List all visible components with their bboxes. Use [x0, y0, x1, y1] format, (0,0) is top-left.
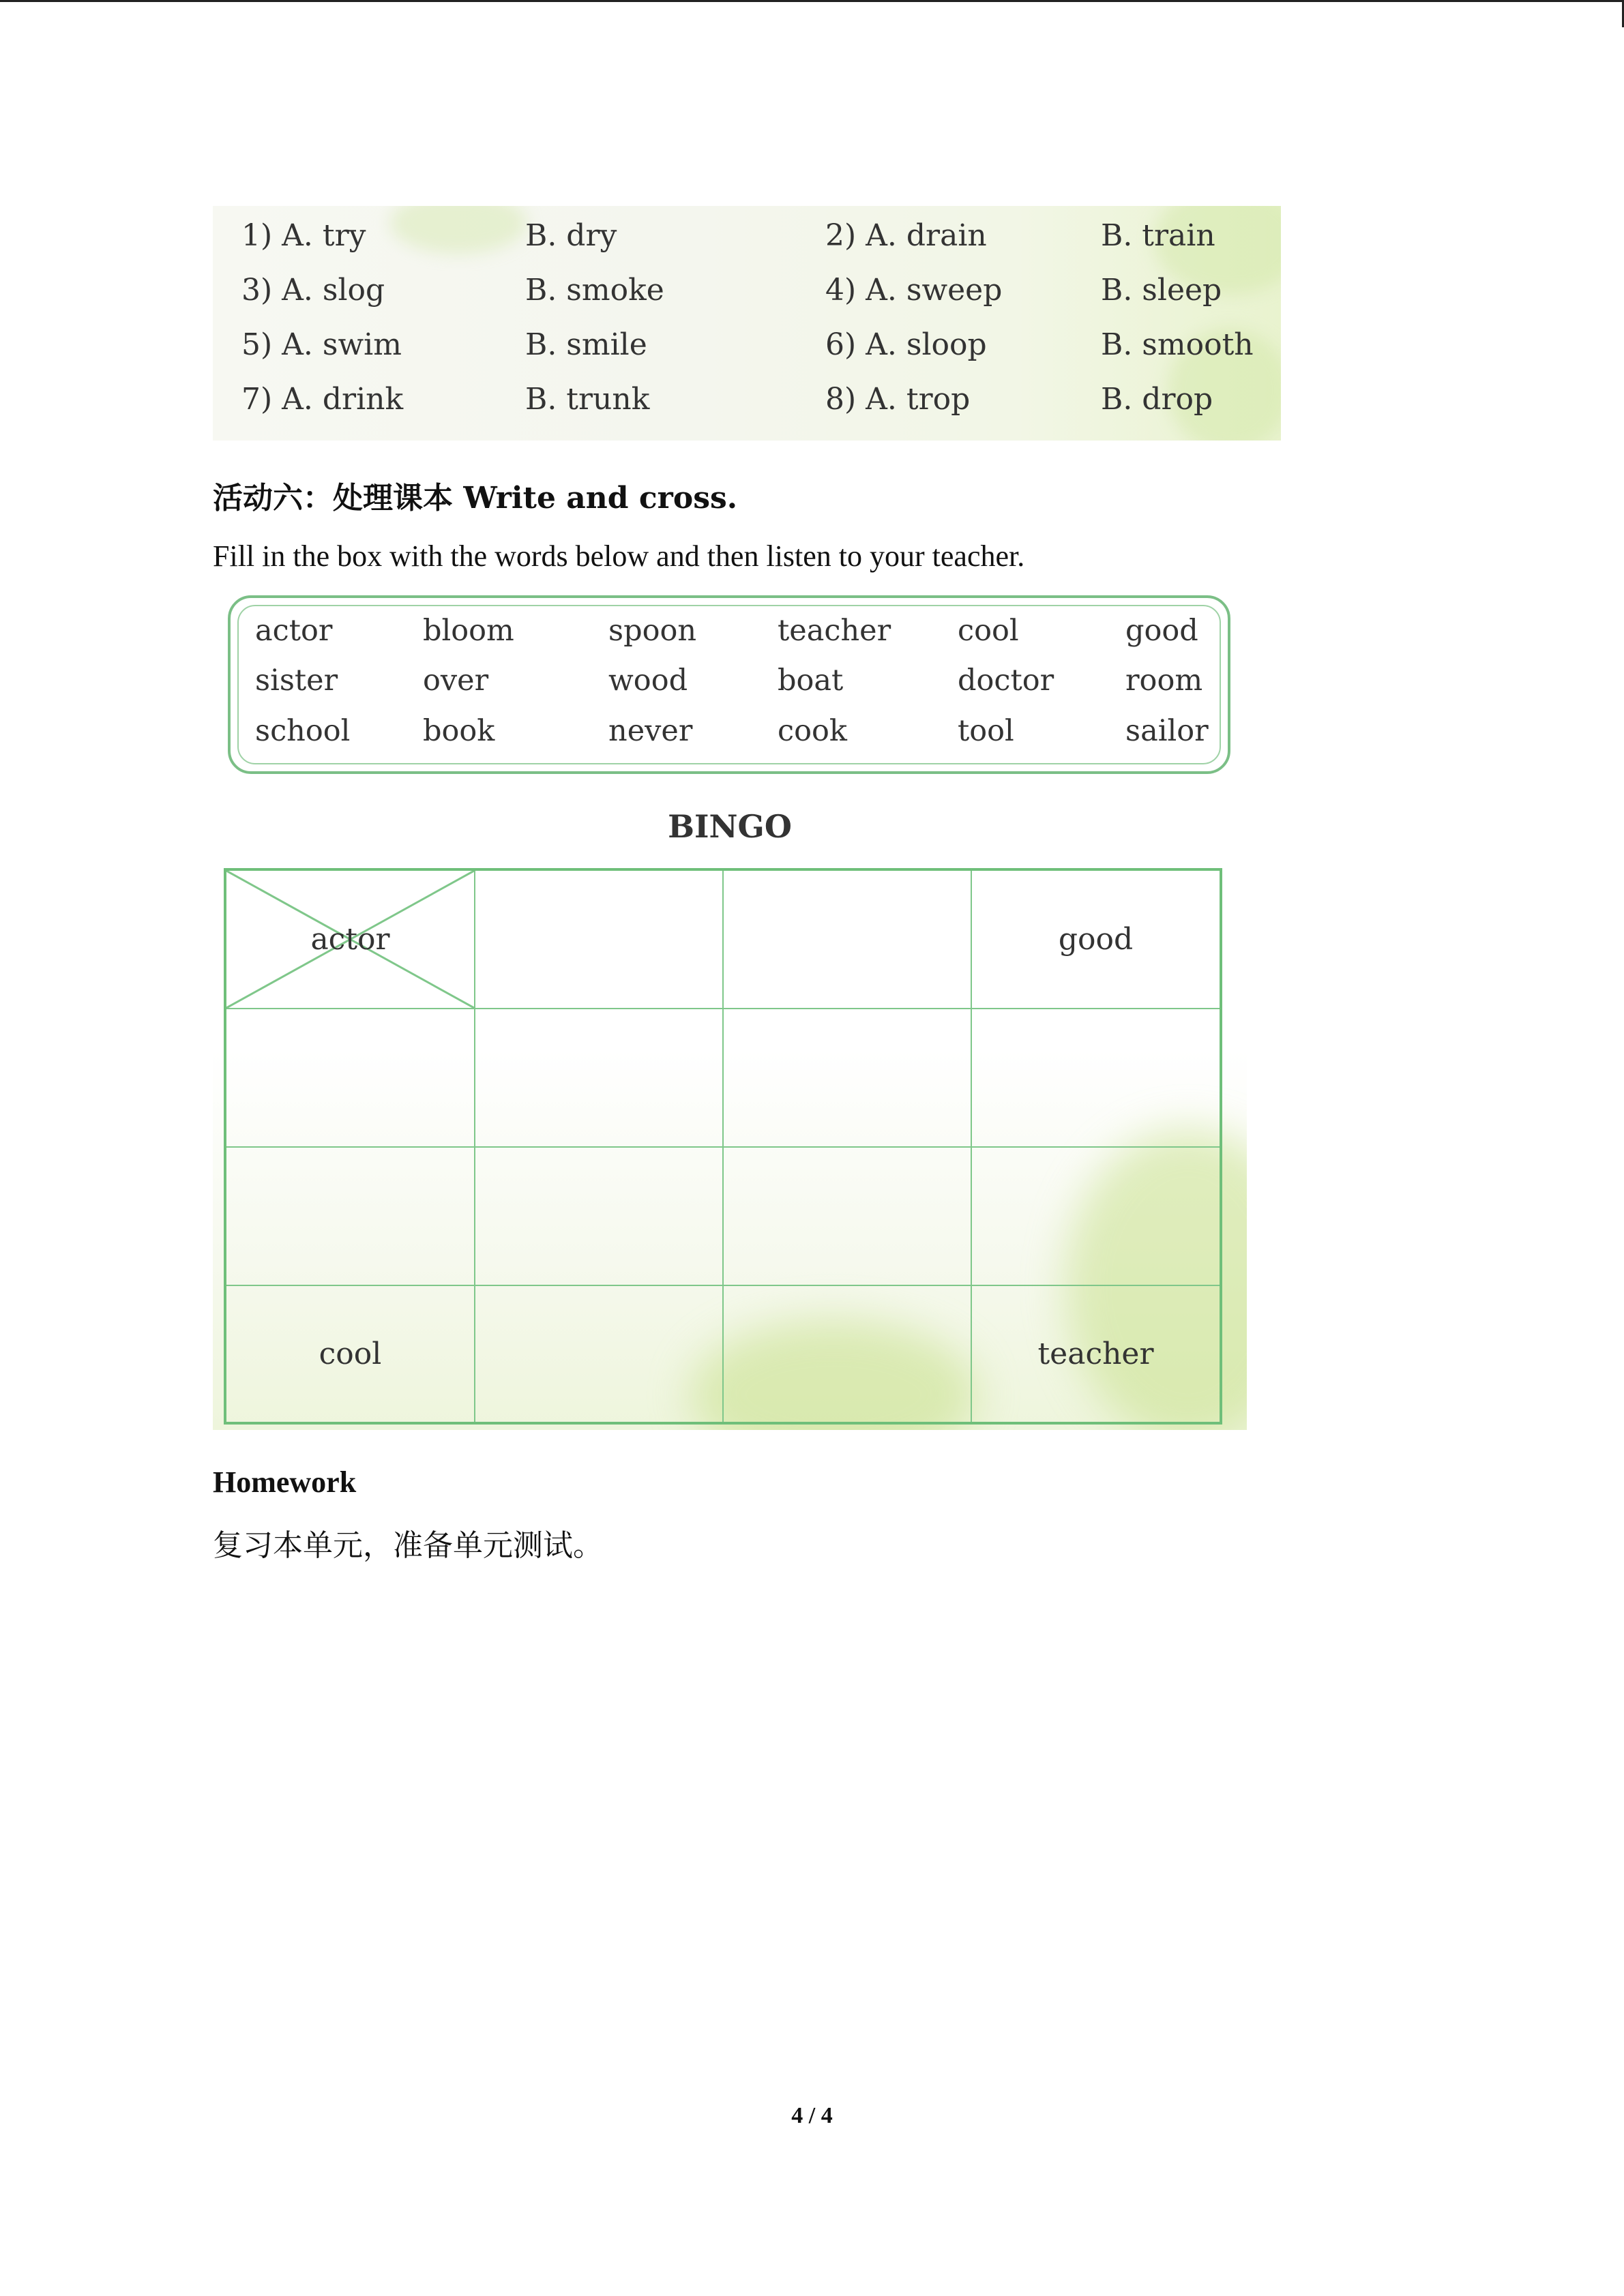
choice-1-b: B. dry: [525, 218, 617, 253]
choice-8-a: 8) A. trop: [825, 382, 971, 417]
word-bank-item: cool: [958, 614, 1019, 648]
bingo-panel: [213, 583, 1247, 1430]
bingo-cell: [226, 1148, 475, 1286]
word-bank-item: sailor: [1125, 714, 1209, 748]
bingo-cell: [724, 1009, 972, 1148]
bingo-cell: [475, 871, 724, 1009]
homework-title: Homework: [213, 1465, 357, 1499]
choice-3-a: 3) A. slog: [241, 273, 385, 308]
word-bank-item: sister: [255, 664, 338, 698]
choice-5-a: 5) A. swim: [241, 327, 402, 362]
page-number: 4 / 4: [791, 2103, 833, 2128]
choice-3-b: B. smoke: [525, 273, 664, 308]
word-bank-item: good: [1125, 614, 1198, 648]
word-bank-item: doctor: [958, 664, 1054, 698]
bingo-cell: [724, 871, 972, 1009]
word-bank-item: cook: [778, 714, 847, 748]
activity-heading: 活动六：处理课本 Write and cross.: [213, 481, 738, 516]
sound-choice-panel: [213, 206, 1281, 441]
word-bank-item: boat: [778, 664, 844, 698]
word-bank-item: bloom: [423, 614, 514, 648]
word-bank-item: book: [423, 714, 495, 748]
bingo-cell: [475, 1286, 724, 1422]
bingo-cell: [475, 1148, 724, 1286]
instruction-text: Fill in the box with the words below and then listen to your teacher.: [213, 539, 1025, 573]
choice-4-b: B. sleep: [1101, 273, 1222, 308]
choice-2-b: B. train: [1101, 218, 1215, 253]
bingo-cell: good: [972, 871, 1220, 1009]
choice-1-a: 1) A. try: [241, 218, 366, 253]
bingo-title: BINGO: [668, 808, 792, 845]
bingo-cell: [475, 1009, 724, 1148]
bingo-cell: cool: [226, 1286, 475, 1422]
choice-7-a: 7) A. drink: [241, 382, 404, 417]
word-bank-item: teacher: [778, 614, 891, 648]
bingo-cell: [972, 1148, 1220, 1286]
word-bank-item: actor: [255, 614, 333, 648]
choice-6-a: 6) A. sloop: [825, 327, 987, 362]
word-bank-item: room: [1125, 664, 1203, 698]
choice-7-b: B. trunk: [525, 382, 650, 417]
bingo-cell: [724, 1286, 972, 1422]
bingo-cell: [972, 1009, 1220, 1148]
bingo-cell-text: actor: [310, 922, 390, 957]
choice-5-b: B. smile: [525, 327, 647, 362]
choice-4-a: 4) A. sweep: [825, 273, 1003, 308]
choice-6-b: B. smooth: [1101, 327, 1254, 362]
word-bank-item: never: [608, 714, 693, 748]
word-bank-item: spoon: [608, 614, 697, 648]
bingo-cell: [226, 1009, 475, 1148]
homework-text: 复习本单元，准备单元测试。: [213, 1528, 603, 1563]
choice-8-b: B. drop: [1101, 382, 1213, 417]
choice-2-a: 2) A. drain: [825, 218, 987, 253]
word-bank-item: over: [423, 664, 489, 698]
top-border-line: [0, 0, 1624, 2]
word-bank-item: school: [255, 714, 351, 748]
bingo-cell-crossed: [226, 871, 475, 1009]
word-bank-item: wood: [608, 664, 688, 698]
word-bank-box: [228, 595, 1230, 774]
bingo-cell: teacher: [1037, 1337, 1154, 1371]
bingo-grid: [224, 868, 1222, 1425]
word-bank-item: tool: [958, 714, 1014, 748]
bingo-cell: [724, 1148, 972, 1286]
